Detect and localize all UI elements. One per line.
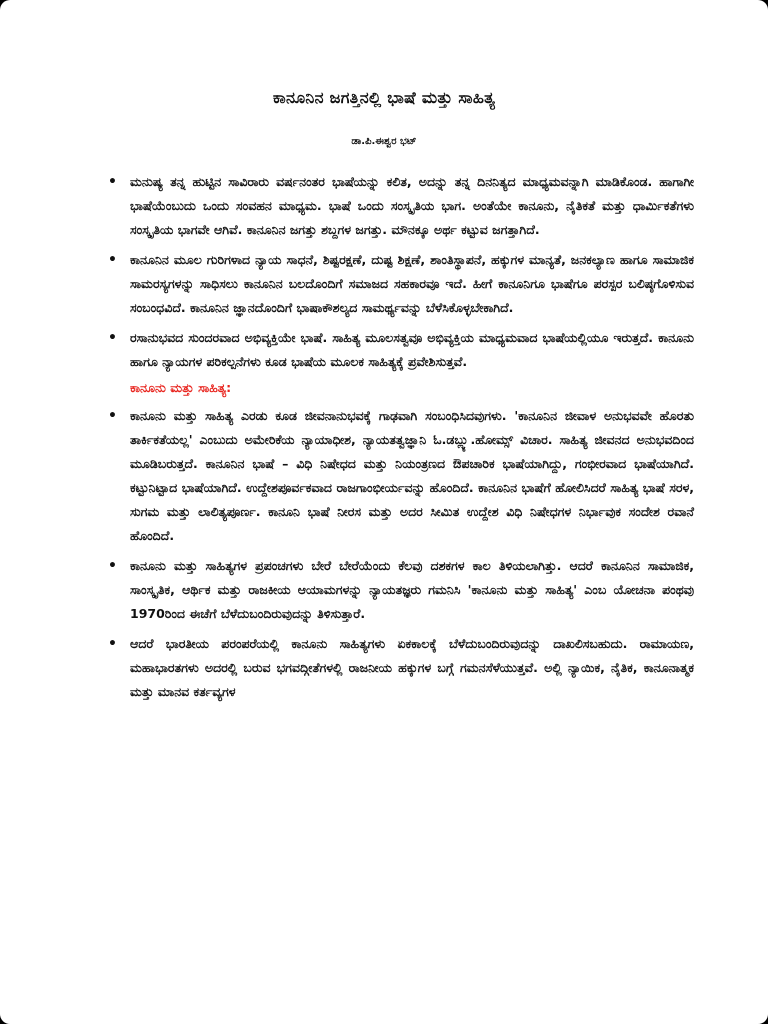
bullet-icon: • xyxy=(108,558,117,574)
document-title: ಕಾನೂನಿನ ಜಗತ್ತಿನಲ್ಲಿ ಭಾಷೆ ಮತ್ತು ಸಾಹಿತ್ಯ xyxy=(272,88,496,107)
bullet-icon: • xyxy=(108,408,117,424)
bullet-paragraph-2 xyxy=(108,248,694,320)
bullet-icon: • xyxy=(108,636,117,652)
bullet-icon: • xyxy=(108,252,117,268)
bullet-paragraph-4 xyxy=(108,404,694,548)
bullet-paragraph-6 xyxy=(108,632,694,704)
paragraph-text: ಕಾನೂನು ಮತ್ತು ಸಾಹಿತ್ಯ ಎರಡು ಕೂಡ ಜೀವನಾನುಭವಕ್ಕೆ ಗಾಢವಾಗಿ ಸಂಬಂಧಿಸಿದವುಗಳು. 'ಕಾನೂನಿನ ಜೀವಾಳ ಅನುಭವವೇ ಹೊರತು ತಾರ್ಕಿಕತೆಯಲ್ಲ' ಎಂಬುದು ಅಮೇರಿಕೆಯ ನ್ಯಾಯಾಧೀಶ, ನ್ಯಾಯತತ್ವಜ್ಞಾನಿ ಓ.ಡಬ್ಲ್ಯು.ಹೋಮ್ಸ್ ವಿಚಾರ. ಸಾಹಿತ್ಯ ಜೀವನದ ಅನುಭವದಿಂದ ಮೂಡಿಬರುತ್ತದೆ. ಕಾನೂನಿನ ಭಾಷೆ – ವಿಧಿ ನಿಷೇಧದ ಮತ್ತು ನಿಯಂತ್ರಣದ ಔಪಚಾರಿಕ ಭಾಷೆಯಾಗಿದ್ದು, ಗಂಭೀರವಾದ ಭಾಷೆಯಾಗಿದೆ. ಕಟ್ಟುನಿಟ್ಟಾದ ಭಾಷೆಯಾಗಿದೆ. ಉದ್ದೇಶಪೂರ್ವಕವಾದ ರಾಜಗಾಂಭೀರ್ಯವನ್ನು ಹೊಂದಿದೆ. ಕಾನೂನಿನ ಭಾಷೆಗೆ ಹೋಲಿಸಿದರೆ ಸಾಹಿತ್ಯ ಭಾಷೆ ಸರಳ, ಸುಗಮ ಮತ್ತು ಲಾಲಿತ್ಯಪೂರ್ಣ. ಕಾನೂನಿ ಭಾಷೆ ನೀರಸ ಮತ್ತು ಅದರ ಸೀಮಿತ ಉದ್ದೇಶ ವಿಧಿ ನಿಷೇಧಗಳ ನಿರ್ಭಾವುಕ ಸಂದೇಶ ರವಾನೆ ಹೊಂದಿದೆ. xyxy=(130,408,694,543)
bullet-paragraph-5 xyxy=(108,554,694,626)
paragraph-text: ಕಾನೂನಿನ ಮೂಲ ಗುರಿಗಳಾದ ನ್ಯಾಯ ಸಾಧನೆ, ಶಿಷ್ಟರಕ್ಷಣೆ, ದುಷ್ಟ ಶಿಕ್ಷಣೆ, ಶಾಂತಿಸ್ಥಾಪನೆ, ಹಕ್ಕುಗಳ ಮಾನ್ಯತೆ, ಜನಕಲ್ಯಾಣ ಹಾಗೂ ಸಾಮಾಜಿಕ ಸಾಮರಸ್ಯಗಳನ್ನು ಸಾಧಿಸಲು ಕಾನೂನಿನ ಬಲದೊಂದಿಗೆ ಸಮಾಜದ ಸಹಕಾರವೂ ಇದೆ. ಹೀಗೆ ಕಾನೂನಿಗೂ ಭಾಷೆಗೂ ಪರಸ್ಪರ ಬಲಿಷ್ಠಗೊಳಿಸುವ ಸಂಬಂಧವಿದೆ. ಕಾನೂನಿನ ಜ್ಞಾನದೊಂದಿಗೆ ಭಾಷಾಕೌಶಲ್ಯದ ಸಾಮರ್ಥ್ಯವನ್ನು ಬೆಳೆಸಿಕೊಳ್ಳಬೇಕಾಗಿದೆ. xyxy=(130,252,694,315)
bullet-paragraph-3 xyxy=(108,326,694,374)
section-subheading: ಕಾನೂನು ಮತ್ತು ಸಾಹಿತ್ಯ: xyxy=(130,380,232,395)
bullet-icon: • xyxy=(108,174,117,190)
document-author: ಡಾ.ಪಿ.ಈಶ್ವರ ಭಟ್ xyxy=(351,136,417,147)
paragraph-text: ರಸಾನುಭವದ ಸುಂದರವಾದ ಅಭಿವ್ಯಕ್ತಿಯೇ ಭಾಷೆ. ಸಾಹಿತ್ಯ ಮೂಲಸತ್ವವೂ ಅಭಿವ್ಯಕ್ತಿಯ ಮಾಧ್ಯಮವಾದ ಭಾಷೆಯಲ್ಲಿಯೂ ಇರುತ್ತದೆ. ಕಾನೂನು ಹಾಗೂ ನ್ಯಾಯಗಳ ಪರಿಕಲ್ಪನೆಗಳು ಕೂಡ ಭಾಷೆಯ ಮೂಲಕ ಸಾಹಿತ್ಯಕ್ಕೆ ಪ್ರವೇಶಿಸುತ್ತವೆ. xyxy=(130,330,694,369)
paragraph-text: ಕಾನೂನು ಮತ್ತು ಸಾಹಿತ್ಯಗಳ ಪ್ರಪಂಚಗಳು ಬೇರೆ ಬೇರೆಯೆಂದು ಕೆಲವು ದಶಕಗಳ ಕಾಲ ತಿಳಿಯಲಾಗಿತ್ತು. ಆದರೆ ಕಾನೂನಿನ ಸಾಮಾಜಿಕ, ಸಾಂಸ್ಕೃತಿಕ, ಆರ್ಥಿಕ ಮತ್ತು ರಾಜಕೀಯ ಆಯಾಮಗಳನ್ನು ನ್ಯಾಯತಜ್ಞರು ಗಮನಿಸಿ 'ಕಾನೂನು ಮತ್ತು ಸಾಹಿತ್ಯ' ಎಂಬ ಯೋಚನಾ ಪಂಥವು 1970ರಿಂದ ಈಚೆಗೆ ಬೆಳೆದುಬಂದಿರುವುದನ್ನು ತಿಳಿಸುತ್ತಾರೆ. xyxy=(130,558,694,621)
bullet-paragraph-1 xyxy=(108,170,694,242)
document-body xyxy=(108,170,694,710)
paragraph-text: ಮನುಷ್ಯ ತನ್ನ ಹುಟ್ಟಿನ ಸಾವಿರಾರು ವರ್ಷನಂತರ ಭಾಷೆಯನ್ನು ಕಲಿತ, ಅದನ್ನು ತನ್ನ ದಿನನಿತ್ಯದ ಮಾಧ್ಯಮವನ್ನಾಗಿ ಮಾಡಿಕೊಂಡ. ಹಾಗಾಗೀ ಭಾಷೆಯೆಂಬುದು ಒಂದು ಸಂವಹನ ಮಾಧ್ಯಮ. ಭಾಷೆ ಒಂದು ಸಂಸ್ಕೃತಿಯ ಭಾಗ. ಅಂತೆಯೇ ಕಾನೂನು, ನೈತಿಕತೆ ಮತ್ತು ಧಾರ್ಮಿಕತೆಗಳು ಸಂಸ್ಕೃತಿಯ ಭಾಗವೇ ಆಗಿವೆ. ಕಾನೂನಿನ ಜಗತ್ತು ಶಬ್ದಗಳ ಜಗತ್ತು. ಮೌನಕ್ಕೂ ಅರ್ಥ ಕಟ್ಟುವ ಜಗತ್ತಾಗಿದೆ. xyxy=(130,174,694,237)
bullet-icon: • xyxy=(108,330,117,346)
paragraph-text: ಆದರೆ ಭಾರತೀಯ ಪರಂಪರೆಯಲ್ಲಿ ಕಾನೂನು ಸಾಹಿತ್ಯಗಳು ಏಕಕಾಲಕ್ಕೆ ಬೆಳೆದುಬಂದಿರುವುದನ್ನು ದಾಖಲಿಸಬಹುದು. ರಾಮಾಯಣ, ಮಹಾಭಾರತಗಳು ಅದರಲ್ಲಿ ಬರುವ ಭಗವದ್ಗೀತೆಗಳಲ್ಲಿ ರಾಜನೀಯ ಹಕ್ಕುಗಳ ಬಗ್ಗೆ ಗಮನಸೆಳೆಯುತ್ತವೆ. ಅಲ್ಲಿ ನ್ಯಾಯಿಕ, ನೈತಿಕ, ಕಾನೂನಾತ್ಮಕ ಮತ್ತು ಮಾನವ ಕರ್ತವ್ಯಗಳ xyxy=(130,636,694,699)
